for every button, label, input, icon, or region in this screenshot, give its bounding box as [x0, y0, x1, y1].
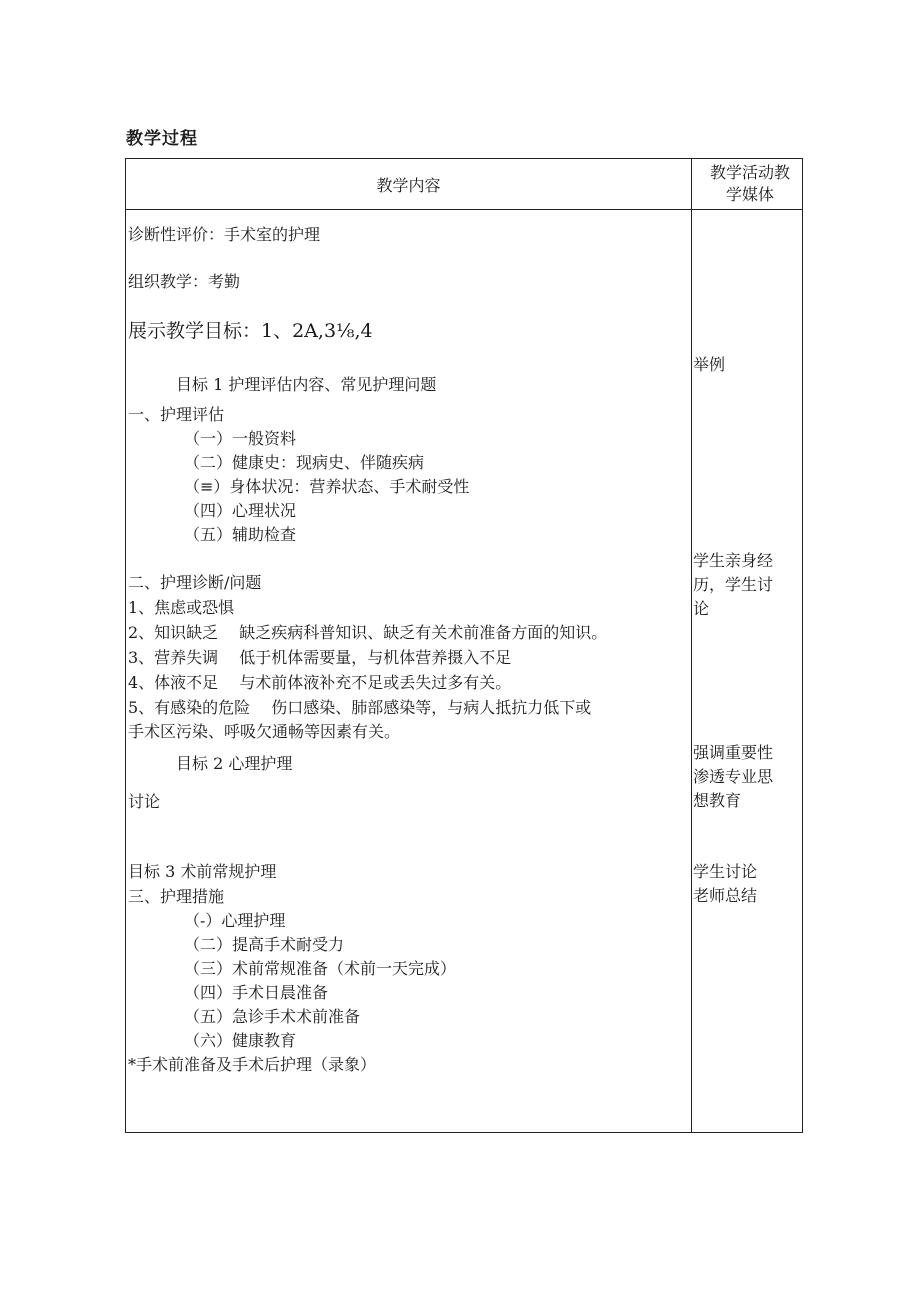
section-2-item: 3、营养失调 低于机体需要量，与机体营养摄入不足 — [128, 648, 512, 667]
activity-example: 举例 — [693, 355, 726, 374]
organize-line: 组织教学：考勤 — [128, 272, 241, 291]
section-3-item: （-）心理护理 — [184, 911, 286, 930]
section-1-item: （≡）身体状况：营养状态、手术耐受性 — [184, 477, 470, 496]
page-title: 教学过程 — [126, 129, 198, 149]
section-1-item: （五）辅助检查 — [184, 525, 297, 544]
activity-line: 想教育 — [693, 791, 742, 810]
goal-3: 目标 3 术前常规护理 — [128, 862, 277, 881]
section-2-item: 5、有感染的危险 伤口感染、肺部感染等，与病人抵抗力低下或 — [128, 698, 592, 717]
section-2-item: 手术区污染、呼吸欠通畅等因素有关。 — [128, 722, 401, 741]
header-activity-line2: 学媒体 — [725, 185, 774, 204]
activity-line: 学生讨论 — [693, 862, 758, 881]
section-1-item: （二）健康史：现病史、伴随疾病 — [184, 453, 425, 472]
section-3-heading: 三、护理措施 — [128, 887, 225, 906]
section-2-item: 2、知识缺乏 缺乏疾病科普知识、缺乏有关术前准备方面的知识。 — [128, 623, 608, 642]
objectives-line: 展示教学目标：1、2A,3⅛,4 — [128, 320, 373, 342]
header-divider — [126, 209, 802, 210]
section-2-heading: 二、护理诊断/问题 — [128, 573, 262, 592]
discuss-line: 讨论 — [128, 792, 161, 811]
diagnostic-line: 诊断性评价：手术室的护理 — [128, 225, 321, 244]
activity-line: 学生亲身经 — [693, 551, 774, 570]
section-3-item: （五）急诊手术术前准备 — [184, 1007, 361, 1026]
header-activity — [696, 162, 804, 206]
goal-2: 目标 2 心理护理 — [176, 754, 293, 773]
section-3-item: （二）提高手术耐受力 — [184, 935, 345, 954]
section-2-item: 4、体液不足 与术前体液补充不足或丢失过多有关。 — [128, 673, 512, 692]
section-1-item: （四）心理状况 — [184, 501, 297, 520]
activity-line: 历，学生讨 — [693, 575, 774, 594]
section-3-item: （四）手术日晨准备 — [184, 983, 329, 1002]
activity-line: 渗透专业思 — [693, 767, 774, 786]
activity-student-experience — [693, 549, 801, 621]
activity-emphasis — [693, 741, 801, 813]
teaching-process-table — [125, 158, 803, 1133]
section-3-item: （六）健康教育 — [184, 1031, 297, 1050]
goal-1: 目标 1 护理评估内容、常见护理问题 — [176, 375, 437, 394]
activity-line: 论 — [693, 599, 710, 618]
section-3-item: （三）术前常规准备（术前一天完成） — [184, 959, 457, 978]
activity-discussion — [693, 860, 801, 908]
section-2-item: 1、焦虑或恐惧 — [128, 598, 235, 617]
activity-line: 强调重要性 — [693, 743, 774, 762]
column-divider — [691, 159, 692, 1132]
header-activity-line1: 教学活动教 — [709, 163, 790, 182]
section-1-item: （一）一般资料 — [184, 429, 297, 448]
header-content: 教学内容 — [376, 175, 441, 195]
section-1-heading: 一、护理评估 — [128, 405, 225, 424]
video-line: *手术前准备及手术后护理（录象） — [128, 1055, 377, 1074]
activity-line: 老师总结 — [693, 886, 758, 905]
